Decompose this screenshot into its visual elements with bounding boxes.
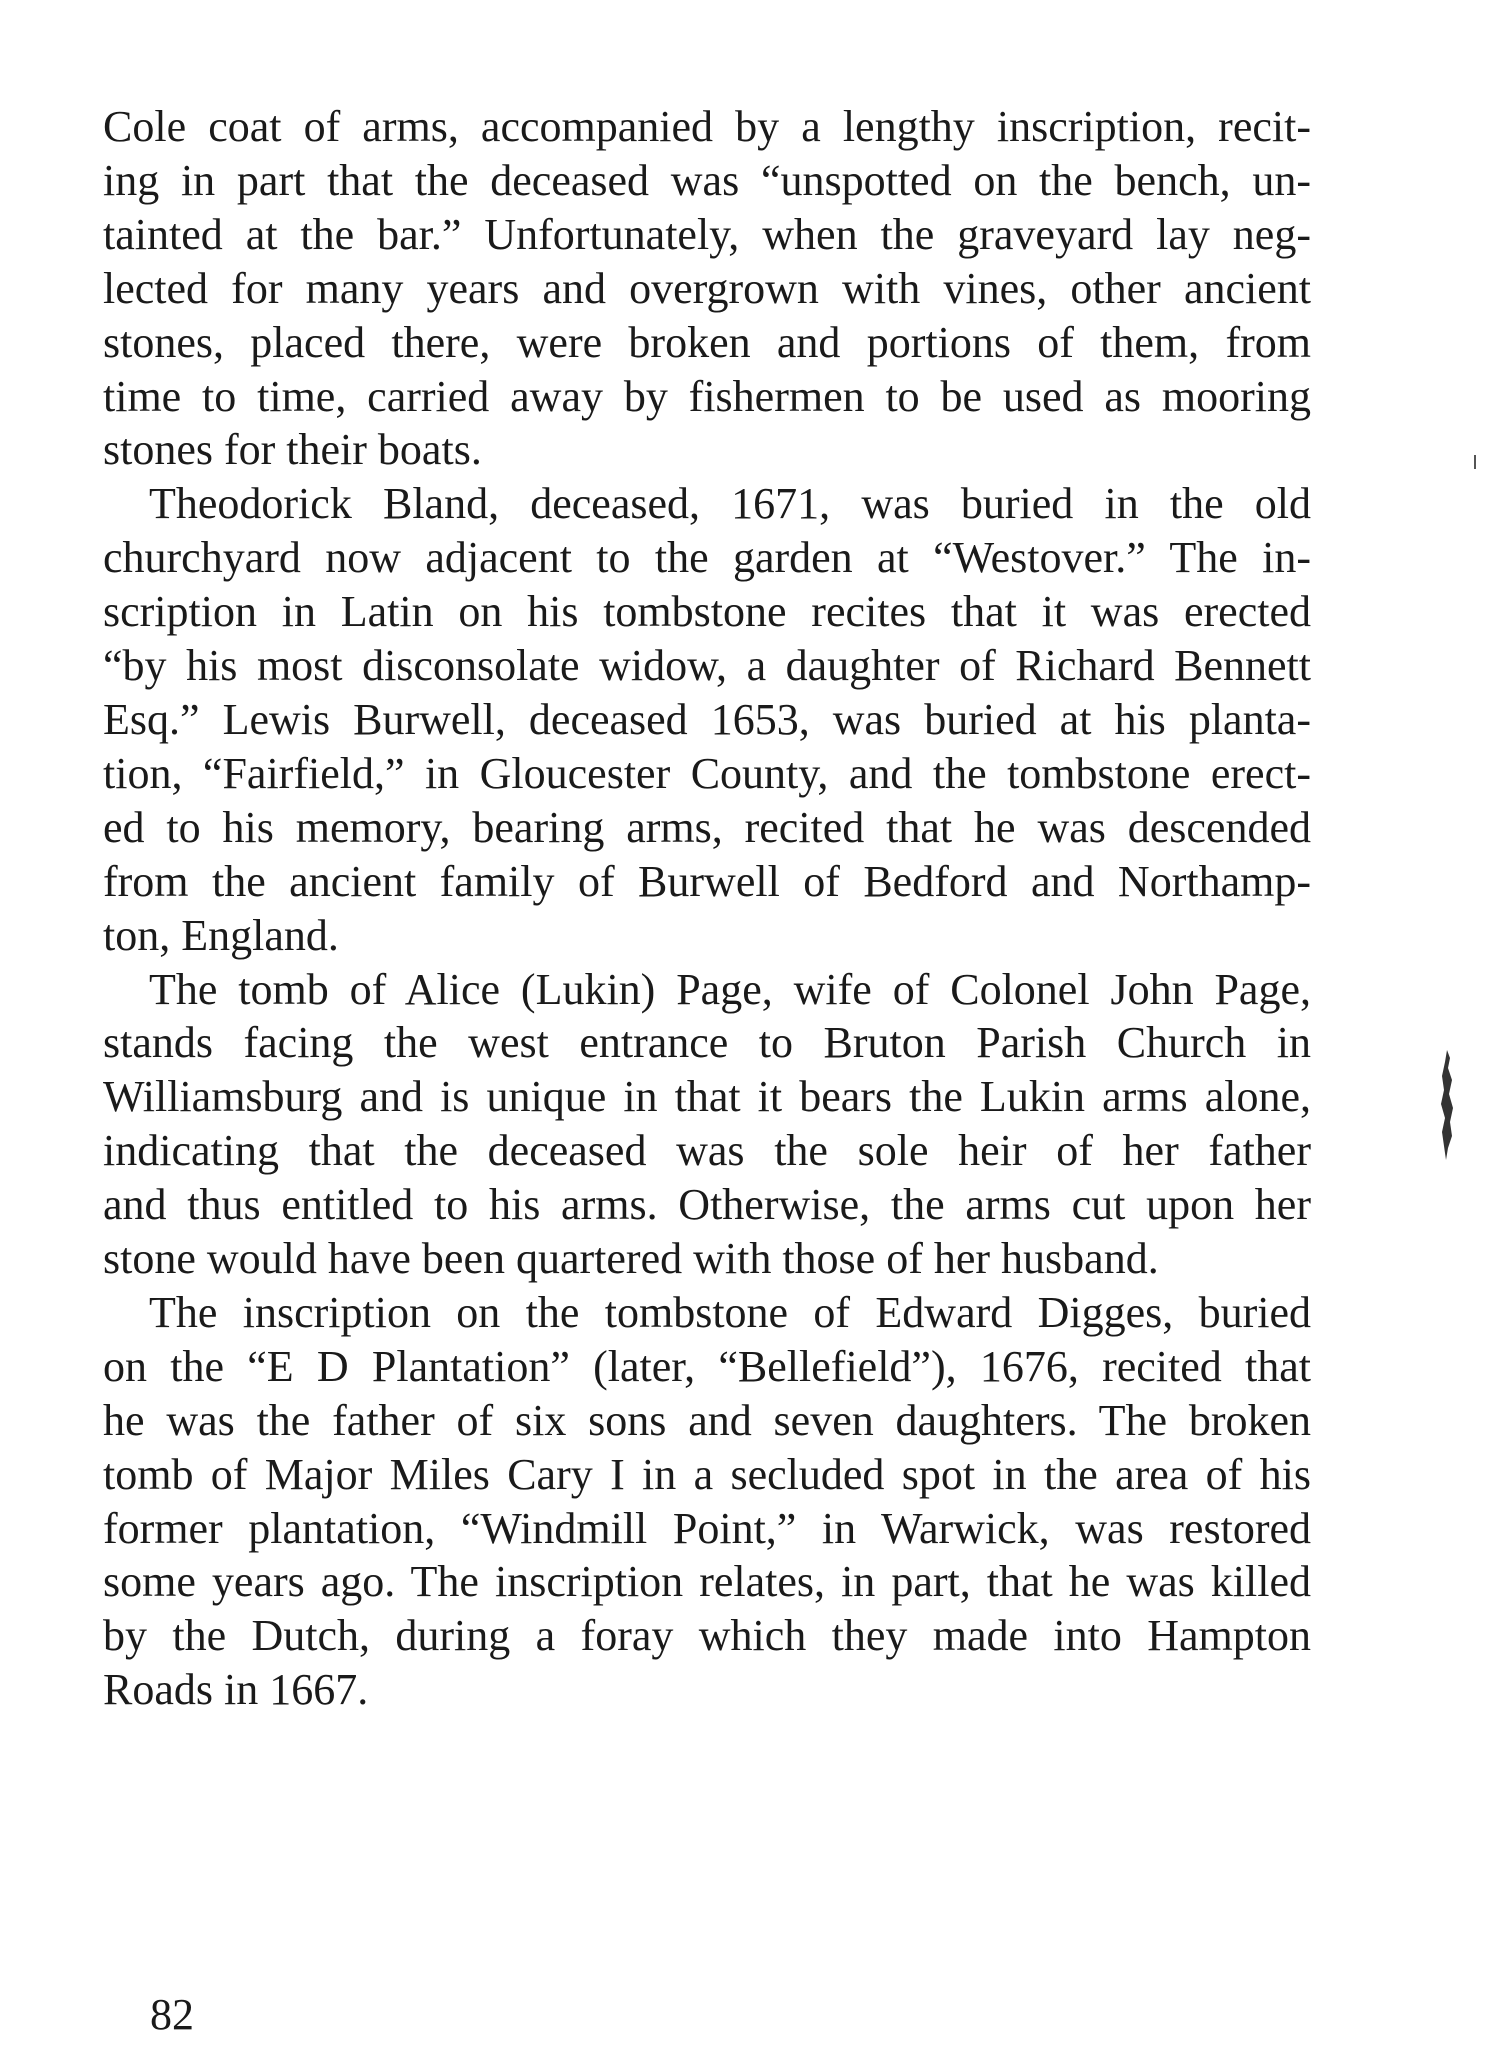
text-line: Williamsburg and is unique in that it bears the Lukin arms alone, bbox=[103, 1072, 1311, 1122]
page-number: 82 bbox=[150, 1990, 194, 2039]
scan-speck bbox=[1474, 455, 1477, 469]
text-line: tainted at the bar.” Unfortunately, when the graveyard lay neg- bbox=[103, 209, 1311, 259]
scan-smudge bbox=[1439, 1050, 1455, 1160]
text-line: stands facing the west entrance to Bruton Parish Church in bbox=[103, 1018, 1311, 1068]
text-line: and thus entitled to his arms. Otherwise, the arms cut upon her bbox=[103, 1180, 1311, 1230]
text-line: from the ancient family of Burwell of Bedford and Northamp- bbox=[103, 856, 1311, 906]
text-line: Cole coat of arms, accompanied by a lengthy inscription, recit- bbox=[103, 102, 1311, 151]
text-line: indicating that the deceased was the sole heir of her father bbox=[103, 1126, 1311, 1176]
paragraph-4 bbox=[103, 1286, 1311, 1717]
text-line: ing in part that the deceased was “unspotted on the bench, un- bbox=[103, 155, 1311, 205]
text-line: stone would have been quartered with those of her husband. bbox=[103, 1234, 1159, 1284]
text-line: Roads in 1667. bbox=[103, 1665, 369, 1715]
text-line: Theodorick Bland, deceased, 1671, was buried in the old bbox=[149, 479, 1311, 529]
text-line: on the “E D Plantation” (later, “Bellefield”), 1676, recited that bbox=[103, 1341, 1311, 1391]
text-line: The inscription on the tombstone of Edward Digges, buried bbox=[149, 1287, 1311, 1337]
text-line: some years ago. The inscription relates, in part, that he was killed bbox=[103, 1557, 1311, 1607]
text-line: stones, placed there, were broken and portions of them, from bbox=[103, 317, 1311, 367]
paragraph-1 bbox=[103, 100, 1311, 477]
text-line: time to time, carried away by fishermen to be used as mooring bbox=[103, 371, 1311, 421]
paragraph-2 bbox=[103, 477, 1311, 962]
text-line: ed to his memory, bearing arms, recited that he was descended bbox=[103, 802, 1311, 852]
text-line: Esq.” Lewis Burwell, deceased 1653, was buried at his planta- bbox=[103, 694, 1311, 744]
text-line: former plantation, “Windmill Point,” in Warwick, was restored bbox=[103, 1503, 1311, 1553]
text-line: ton, England. bbox=[103, 910, 339, 960]
text-line: by the Dutch, during a foray which they made into Hampton bbox=[103, 1611, 1311, 1661]
text-line: tion, “Fairfield,” in Gloucester County, and the tombstone erect- bbox=[103, 748, 1311, 798]
text-line: The tomb of Alice (Lukin) Page, wife of Colonel John Page, bbox=[149, 964, 1311, 1014]
text-line: scription in Latin on his tombstone recites that it was erected bbox=[103, 587, 1311, 637]
text-line: tomb of Major Miles Cary I in a secluded spot in the area of his bbox=[103, 1449, 1311, 1499]
text-line: he was the father of six sons and seven daughters. The broken bbox=[103, 1395, 1311, 1445]
text-line: lected for many years and overgrown with vines, other ancient bbox=[103, 263, 1311, 313]
text-line: “by his most disconsolate widow, a daughter of Richard Bennett bbox=[103, 641, 1311, 691]
paragraph-3 bbox=[103, 963, 1311, 1286]
body-text bbox=[103, 100, 1311, 1717]
text-line: churchyard now adjacent to the garden at “Westover.” The in- bbox=[103, 533, 1311, 583]
text-line: stones for their boats. bbox=[103, 425, 482, 475]
